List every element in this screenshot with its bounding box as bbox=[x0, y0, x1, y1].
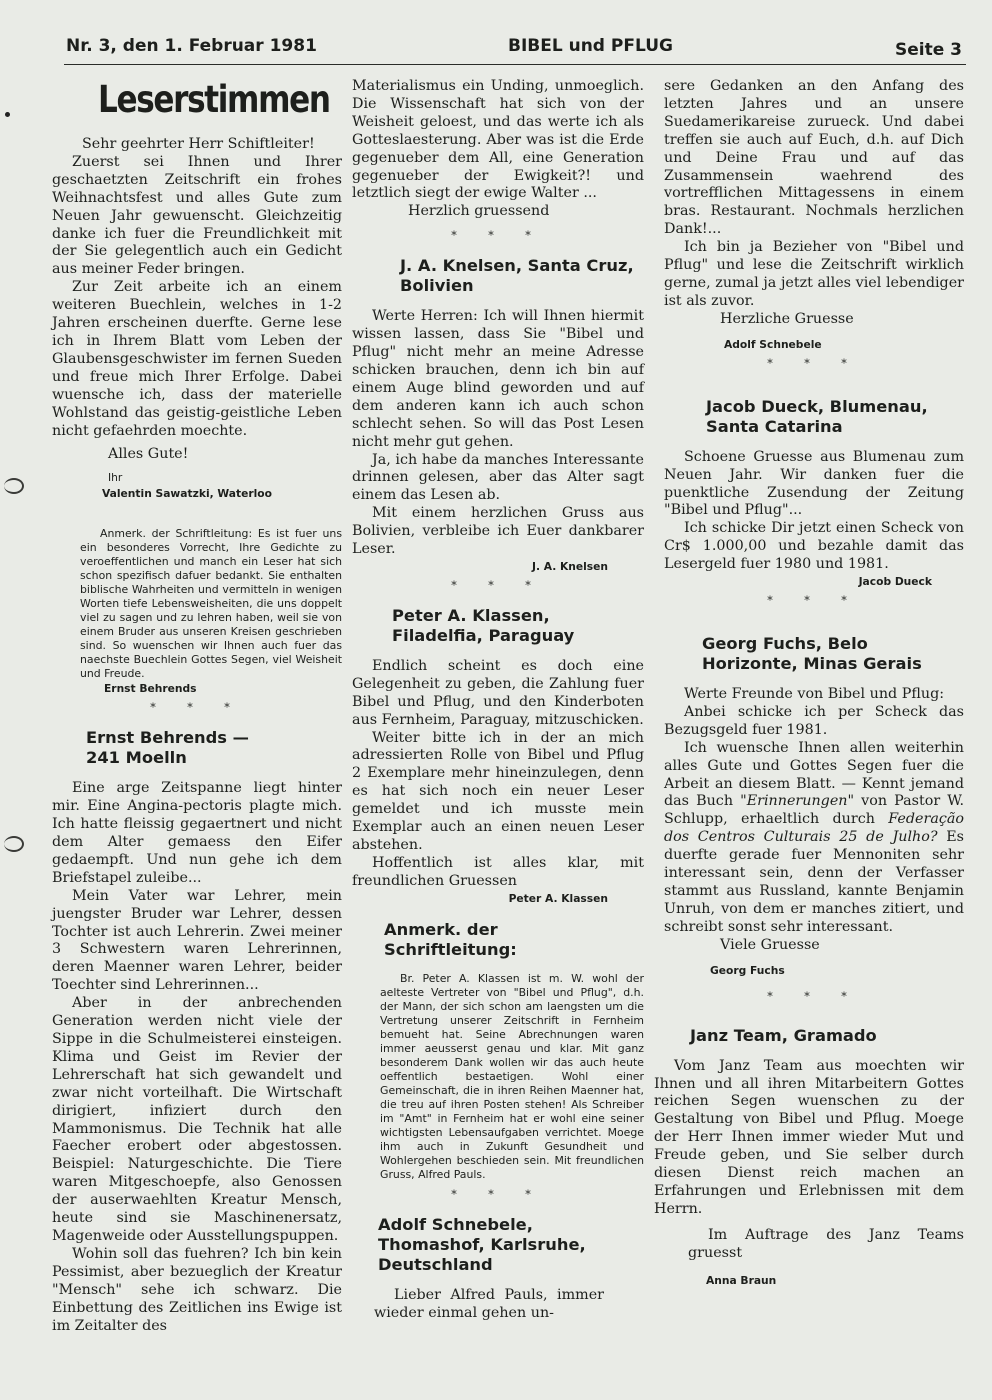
paragraph: Weiter bitte ich in der an mich adressierten Rolle von Bibel und Pflug 2 Exemplare mehr hineinzulegen, denn es hat sich noch ein neuer Leser gemeldet und ich musste mein Exemplar auch an einen neuen Leser abstehen. bbox=[352, 729, 644, 853]
letter-closing: Im Auftrage des Janz Teams gruesst bbox=[688, 1226, 964, 1261]
salutation: Sehr geehrter Herr Schiftleiter! bbox=[82, 136, 315, 152]
paragraph: Ich bin ja Bezieher von "Bibel und Pflug" und lese die Zeitschrift wirklich gerne, zumal ja jetzt alles viel lebendiger ist als zuvor. bbox=[664, 239, 964, 309]
section-divider: * * * bbox=[767, 356, 861, 370]
issue-date: Nr. 3, den 1. Februar 1981 bbox=[66, 36, 317, 56]
letter-signature: J. A. Knelsen bbox=[531, 559, 608, 573]
letter-ihr: Ihr bbox=[108, 471, 123, 485]
binder-hole-icon bbox=[4, 836, 24, 852]
column-2 bbox=[352, 78, 644, 1323]
letter-closing: Herzlich gruessend bbox=[408, 203, 550, 220]
section-divider: * * * bbox=[767, 594, 861, 608]
letter-heading: J. A. Knelsen, Santa Cruz, Bolivien bbox=[400, 256, 634, 296]
note-heading: Anmerk. der Schriftleitung: bbox=[384, 919, 517, 959]
organization-name: Federação dos Centros Culturais 25 de Julho? bbox=[664, 811, 964, 846]
paragraph: Wohin soll das fuehren? Ich bin kein Pessimist, aber bezueglich der Kreatur "Mensch" sehe ich schwarz. Die Einbettung des Zeitlichen ins Ewige ist im Zeitalter des bbox=[52, 1245, 342, 1334]
editor-note: Br. Peter A. Klassen ist m. W. wohl der aelteste Vertreter von "Bibel und Pflug", d.h. der Mann, der sich schon am laengsten um die Vertretung unserer Zeitschrift in Fernheim bemueht hat. Seine Abrechnungen waren immer aeusserst genau und klar. Mit ganz besonderem Dank wollen wir das auch heute oeffentlich bestaetigen. Wohl einer Gemeinschaft, die in ihren Reihen Maenner hat, die treu auf ihren Posten stehen! Als Schreiber im "Amt" in Fernheim hat er wohl eine seiner wichtigsten Lebensaufgaben verrichtet. Moege ihm auch in Zukunft Gesundheit und Wohlergehen beschieden sein. Mit freundlichen Gruss, Alfred Pauls. bbox=[380, 971, 644, 1181]
paragraph: Anbei schicke ich per Scheck das Bezugsgeld fuer 1981. bbox=[664, 703, 964, 738]
letter-heading: Peter A. Klassen, Filadelfia, Paraguay bbox=[392, 605, 575, 645]
section-divider: * * * bbox=[451, 578, 545, 592]
letter-heading: Ernst Behrends — 241 Moelln bbox=[86, 728, 249, 768]
letter-heading: Adolf Schnebele, Thomashof, Karlsruhe, Deutschland bbox=[378, 1214, 586, 1274]
letter-signature: Jacob Dueck bbox=[858, 575, 932, 589]
paragraph: Eine arge Zeitspanne liegt hinter mir. Eine Angina-pectoris plagte mich. Ich hatte fleissig gegaertnert und nicht dem Alter gemaess den Eifer gedaempft. Und nun gehe ich dem Briefstapel zuleibe... bbox=[52, 780, 342, 886]
paragraph: Materialismus ein Unding, unmoeglich. Die Wissenschaft hat sich von der Weisheit geloest, und das werte ich als Gotteslaesterung. Aber was ist die Erde gegenueber dem All, eine Generation gegenueber der Ewigkeit?! und letztlich siegt der ewige Walter ... bbox=[352, 78, 644, 202]
section-divider: * * * bbox=[150, 701, 244, 715]
text-run: Ich wuensche Ihnen allen weiterhin alles Gute und Gottes Segen fuer die Arbeit an diesem Blatt. — Kennt jemand das Buch bbox=[664, 739, 964, 810]
section-title: Leserstimmen bbox=[98, 78, 330, 121]
letter-closing: Herzliche Gruesse bbox=[720, 310, 854, 327]
paragraph: Mein Vater war Lehrer, mein juengster Bruder war Lehrer, dessen Tochter ist auch Lehrerin. Zwei meiner 3 Schwestern waren Lehrerinnen, deren Maenner waren Lehrer, beider Toechter sind Lehrerinnen... bbox=[52, 887, 342, 994]
paragraph: Zur Zeit arbeite ich an einem weiteren Buechlein, welches in 1-2 Jahren erscheinen duerfte. Gerne lese ich in Ihrem Blatt vom Leben der Glaubensgeschwister im fernen Sueden und freue mich Ihrer Erfolge. Dabei wuensche ich, dass der materielle Wohlstand das geistig-geistliche Leben nicht gefaehrden moechte. bbox=[52, 279, 342, 439]
publication-name: BIBEL und PFLUG bbox=[508, 36, 673, 56]
column-1 bbox=[52, 78, 342, 1335]
masthead bbox=[64, 34, 966, 65]
letter-closing: Viele Gruesse bbox=[720, 936, 820, 953]
section-divider: * * * bbox=[451, 229, 545, 243]
paragraph: Lieber Alfred Pauls, immer wieder einmal gehen un- bbox=[374, 1286, 604, 1321]
paper-speck bbox=[5, 112, 10, 117]
section-divider: * * * bbox=[451, 1187, 545, 1201]
paragraph: Werte Freunde von Bibel und Pflug: bbox=[684, 686, 945, 703]
paragraph: Ich schicke Dir jetzt einen Scheck von Cr$ 1.000,00 und bezahle damit das Lesergeld fuer 1980 und 1981. bbox=[664, 520, 964, 573]
letter-signature: Adolf Schnebele bbox=[724, 337, 822, 351]
paragraph: Mit einem herzlichen Gruss aus Bolivien, verbleibe ich Euer dankbarer Leser. bbox=[352, 505, 644, 558]
note-signature: Ernst Behrends bbox=[104, 682, 197, 696]
section-divider: * * * bbox=[767, 989, 861, 1003]
text-run: von Pastor W. Schlupp, erhaeltlich durch bbox=[664, 793, 964, 828]
paragraph: Schoene Gruesse aus Blumenau zum Neuen Jahr. Wir danken fuer die puenktliche Zusendung der Zeitung "Bibel und Pflug"... bbox=[664, 448, 964, 519]
column-3 bbox=[654, 78, 964, 1288]
editor-note: Anmerk. der Schriftleitung: Es ist fuer uns ein besonderes Vorrecht, Ihre Gedichte zu veroeffentlichen und manch ein Leser hat sich schon spezifisch dafuer bedankt. Sie enthalten biblische Wahrheiten und vermitteln in wenigen Worten tiefe Lebensweisheiten, die uns doppelt viel zu sagen und zu lehren haben, weil sie von einem Bruder aus unseren Kreisen geschrieben sind. So wuenschen wir Ihnen auch fuer das naechste Buechlein Gottes Segen, viel Weisheit und Freude. bbox=[80, 527, 342, 681]
letter-heading: Janz Team, Gramado bbox=[690, 1025, 877, 1045]
paragraph: Aber in der anbrechenden Generation werden nicht viele der Sippe in die Schulmeisterei einsteigen. Klima und Geist im Revier der Lehrerschaft hat sich gewandelt und zwar nicht vorteilhaft. Die Wirtschaft dirigiert, infiziert durch den Mammonismus. Die Technik hat alle Faecher erobert oder abgestossen. Beispiel: Naturgeschichte. Die Tiere waren Mitgeschoepfe, also Genossen der auserwaehlten Kreatur Mensch, heute sind sie Maschinenersatz, Magenweide oder Ausstellungspuppen. bbox=[52, 995, 342, 1244]
letter-heading: Georg Fuchs, Belo Horizonte, Minas Gerais bbox=[702, 634, 922, 674]
paragraph: Ja, ich habe da manches Interessante drinnen gelesen, aber das Alter sagt einem das Lesen ab. bbox=[352, 451, 644, 504]
binder-hole-icon bbox=[4, 478, 24, 494]
paragraph: Hoffentlich ist alles klar, mit freundlichen Gruessen bbox=[352, 854, 644, 889]
letter-signature: Valentin Sawatzki, Waterloo bbox=[102, 487, 272, 501]
paragraph: Werte Herren: Ich will Ihnen hiermit wissen lassen, dass Sie "Bibel und Pflug" nicht mehr an meine Adresse schicken brauchen, denn ich bin auf einem Auge blind geworden und auf dem anderen kann ich auch schon schlecht sehen. So will das Post Lesen nicht mehr gut gehen. bbox=[352, 308, 644, 450]
letter-closing: Alles Gute! bbox=[108, 446, 189, 463]
page-number: Seite 3 bbox=[894, 40, 962, 60]
letter-signature: Peter A. Klassen bbox=[508, 891, 608, 905]
paragraph: Endlich scheint es doch eine Gelegenheit zu geben, die Zahlung fuer Bibel und Pflug, und den Kinderboten aus Fernheim, Paraguay, mitzuschicken. bbox=[352, 657, 644, 728]
paragraph: Vom Janz Team aus moechten wir Ihnen und all ihren Mitarbeitern Gottes reichen Segen wuenschen zu der Gestaltung von Bibel und Pflug. Moege der Herr Ihnen immer wieder Mut und Freude geben, und Sie selber durch diesen Dienst reich machen an Erfahrungen und Erlebnissen mit dem Herrn. bbox=[654, 1057, 964, 1217]
letter-signature: Anna Braun bbox=[706, 1273, 777, 1287]
paragraph bbox=[664, 740, 964, 937]
paragraph: Zuerst sei Ihnen und Ihrer geschaetzten Zeitschrift ein frohes Weihnachtsfest und alles Gute zum Neuen Jahr gewuenscht. Gleichzeitig danke ich fuer die Freundlichkeit mit der Sie gelegentlich auch ein Gedicht aus meiner Feder bringen. bbox=[52, 153, 342, 278]
letter-heading: Jacob Dueck, Blumenau, Santa Catarina bbox=[706, 396, 928, 436]
paragraph: sere Gedanken an den Anfang des letzten Jahres und an unsere Suedamerikareise zurueck. Und dabei treffen sie auch auf Euch, d.h. auf Dich und Deine Frau und auf das Zusammensein waehrend des vortrefflichen Mittagessens in einem bras. Restaurant. Nochmals herzlichen Dank!... bbox=[664, 78, 964, 238]
text-run: Es duerfte gerade fuer Mennoniten sehr interessant sein, denn der Verfasser stammt aus Russland, kannte Benjamin Unruh, von dem er manches zitiert, und schreibt sonst sehr interessant. bbox=[664, 829, 964, 935]
letter-signature: Georg Fuchs bbox=[710, 963, 785, 977]
book-title: "Erinnerungen" bbox=[740, 793, 855, 810]
